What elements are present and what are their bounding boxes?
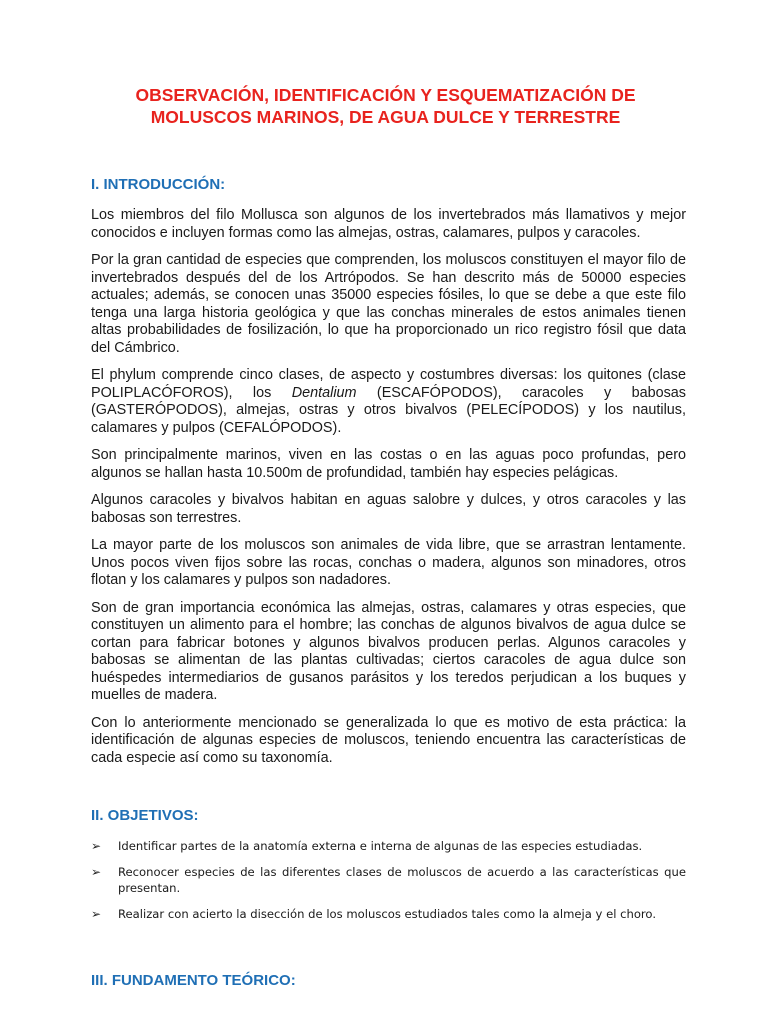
intro-paragraph-2: Por la gran cantidad de especies que comprenden, los moluscos constituyen el mayor filo de invertebrados después del de los Artrópodos. Se han descrito más de 50000 especies actuales; además, se conocen unas 35000 especies fósiles, lo que se debe a que este filo tenga una larga historia geológica y que las conchas minerales de estos animales tienen altas probabilidades de fosilización, lo que ha proporcionado un rico registro fósil que data del Cámbrico.	[91, 252, 686, 356]
intro-paragraph-6: La mayor parte de los moluscos son animales de vida libre, que se arrastran lentamente. Unos pocos viven fijos sobre las rocas, conchas o madera, algunos son minadores, otros flotan y los calamares y pulpos son nadadores.	[91, 537, 686, 588]
document-title-line-1: OBSERVACIÓN, IDENTIFICACIÓN Y ESQUEMATIZACIÓN DE	[135, 85, 636, 105]
arrow-bullet-icon: ➢	[91, 907, 102, 921]
list-item	[91, 838, 686, 854]
objective-text: Reconocer especies de las diferentes clases de moluscos de acuerdo a las características que presentan.	[118, 865, 686, 895]
intro-paragraph-3	[91, 367, 686, 437]
objective-text: Realizar con acierto la disección de los moluscos estudiados tales como la almeja y el choro.	[118, 907, 657, 921]
intro-paragraph-8: Con lo anteriormente mencionado se generalizada lo que es motivo de esta práctica: la identificación de algunas especies de moluscos, teniendo encuentra las características de cada especie así como su taxonomía.	[91, 714, 686, 766]
section-heading-objetivos: II. OBJETIVOS:	[91, 807, 199, 824]
list-item	[91, 864, 686, 896]
document-title	[85, 84, 686, 128]
dentalium-italic: Dentalium	[291, 384, 357, 401]
section-heading-fundamento-teorico: III. FUNDAMENTO TEÓRICO:	[91, 972, 296, 989]
arrow-bullet-icon: ➢	[91, 839, 102, 853]
intro-paragraph-4: Son principalmente marinos, viven en las costas o en las aguas poco profundas, pero algunos se hallan hasta 10.500m de profundidad, también hay especies pelágicas.	[91, 447, 686, 481]
intro-paragraph-5: Algunos caracoles y bivalvos habitan en aguas salobre y dulces, y otros caracoles y las babosas son terrestres.	[91, 492, 686, 526]
arrow-bullet-icon: ➢	[91, 865, 102, 879]
list-item	[91, 906, 686, 922]
intro-paragraph-3-part-b: (ESCAFÓPODOS), caracoles y babosas (GASTERÓPODOS), almejas, ostras y otros bivalvos (PELECÍPODOS) y los nautilus, calamares y pulpos (CEFALÓPODOS).	[91, 384, 686, 436]
section-heading-introduccion: I. INTRODUCCIÓN:	[91, 176, 226, 193]
objectives-list	[91, 838, 686, 922]
objective-text: Identificar partes de la anatomía externa e interna de algunas de las especies estudiadas.	[118, 839, 643, 853]
intro-paragraph-3-part-a: El phylum comprende cinco clases, de aspecto y costumbres diversas: los quitones (clase POLIPLACÓFOROS), los	[91, 367, 686, 401]
intro-paragraph-7: Son de gran importancia económica las almejas, ostras, calamares y otras especies, que constituyen un alimento para el hombre; las conchas de algunos bivalvos de agua dulce se cortan para fabricar botones y algunos bivalvos producen perlas. Algunos caracoles y babosas se alimentan de las plantas cultivadas; ciertos caracoles de agua dulce son huéspedes intermediarios de gusanos parásitos y los teredos perjudican a los buques y muelles de madera.	[91, 599, 686, 703]
intro-paragraph-1: Los miembros del filo Mollusca son algunos de los invertebrados más llamativos y mejor conocidos e incluyen formas como las almejas, ostras, calamares, pulpos y caracoles.	[91, 207, 686, 241]
document-title-line-2: MOLUSCOS MARINOS, DE AGUA DULCE Y TERRESTRE	[150, 107, 621, 127]
